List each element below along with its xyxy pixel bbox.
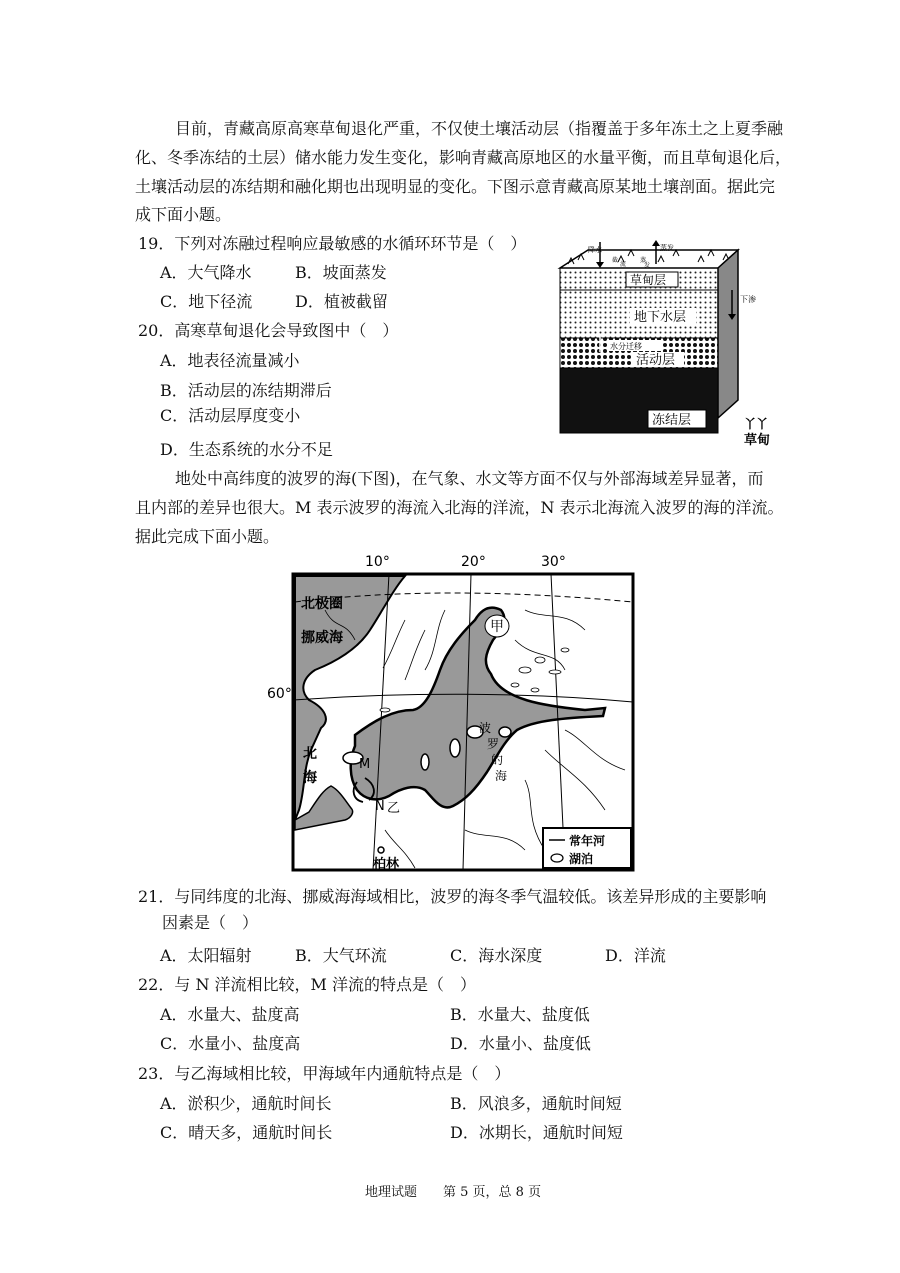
question-23-option-a: A．淤积少，通航时间长	[160, 1094, 332, 1113]
question-21-option-a: A．太阳辐射	[160, 946, 252, 965]
question-19-option-b: B．坡面蒸发	[295, 263, 387, 282]
question-21-stem-1: 21．与同纬度的北海、挪威海海域相比，波罗的海冬季气温较低。该差异形成的主要影响	[138, 887, 767, 906]
question-19-option-d: D．植被截留	[295, 292, 388, 311]
jia-label: 甲	[490, 619, 504, 635]
berlin-marker	[378, 847, 384, 853]
lon-label-20: 20°	[461, 554, 486, 570]
island-3	[450, 739, 460, 757]
question-21-option-d: D．洋流	[605, 946, 666, 965]
yi-label: 乙	[387, 801, 401, 816]
passage1-line-4: 成下面小题。	[135, 205, 232, 224]
lon-label-10: 10°	[365, 554, 390, 570]
north-sea-label-1: 北	[303, 746, 317, 762]
island-4	[421, 754, 429, 770]
grass-layer-label: 草甸层	[630, 273, 667, 287]
north-sea-label-2: 海	[303, 770, 317, 786]
norwegian-sea-label: 挪威海	[301, 630, 343, 646]
grass-legend-symbol: 丫丫	[744, 417, 769, 431]
active-layer-label: 活动层	[636, 353, 676, 368]
legend-river-label: 常年河	[569, 834, 606, 848]
frozen-layer-label: 冻结层	[652, 413, 692, 428]
question-20-option-d: D．生态系统的水分不足	[160, 440, 333, 459]
grass-legend-label: 草甸	[744, 433, 771, 448]
question-20-option-c: C．活动层厚度变小	[160, 406, 301, 425]
top-label-3: 蒸	[640, 257, 647, 264]
soil-side-face	[718, 250, 738, 418]
question-23-stem: 23．与乙海域相比较，甲海域年内通航特点是（ ）	[138, 1064, 511, 1083]
question-19-option-c: C．地下径流	[160, 292, 253, 311]
question-23-option-c: C．晴天多，通航时间长	[160, 1123, 333, 1142]
question-20-option-a: A．地表径流量减小	[160, 351, 300, 370]
top-label-1: 截	[612, 257, 619, 264]
passage1-line-2: 化、冬季冻结的土层）储水能力发生变化，影响青藏高原地区的水量平衡，而且草甸退化后，	[135, 148, 792, 167]
current-n-label: N	[375, 799, 385, 814]
top-label-2: 流	[620, 261, 627, 268]
precipitation-label: 降水	[588, 246, 602, 254]
question-22-option-b: B．水量大、盐度低	[450, 1005, 590, 1024]
question-22-option-a: A．水量大、盐度高	[160, 1005, 300, 1024]
top-label-4: 发	[644, 262, 651, 269]
page-footer: 地理试题 第 5 页，总 8 页	[365, 1185, 542, 1200]
current-m-label: M	[359, 757, 371, 772]
arctic-circle-label: 北极圈	[301, 596, 343, 612]
baltic-sea-map	[265, 550, 645, 875]
question-20-stem: 20．高寒草甸退化会导致图中（ ）	[138, 321, 399, 340]
passage2-line-3: 据此完成下面小题。	[135, 527, 280, 546]
question-19-stem: 19．下列对冻融过程响应最敏感的水循环环节是（ ）	[138, 234, 527, 253]
passage2-line-2: 且内部的差异也很大。M 表示波罗的海流入北海的洋流，N 表示北海流入波罗的海的洋流。	[135, 498, 784, 517]
question-22-stem: 22．与 N 洋流相比较，M 洋流的特点是（ ）	[138, 975, 477, 994]
baltic-label-2: 罗	[487, 737, 500, 751]
infiltration-label: 下渗	[740, 295, 756, 304]
passage1-line-3: 土壤活动层的冻结期和融化期也出现明显的变化。下图示意青藏高原某地土壤剖面。据此完	[135, 177, 776, 196]
evaporation-label: 蒸发	[660, 244, 674, 252]
question-23-option-d: D．冰期长，通航时间短	[450, 1123, 623, 1142]
question-20-option-b: B．活动层的冻结期滞后	[160, 381, 332, 400]
question-21-option-b: B．大气环流	[295, 946, 387, 965]
berlin-label: 柏林	[373, 857, 400, 872]
question-21-option-c: C．海水深度	[450, 946, 543, 965]
baltic-label-3: 的	[491, 753, 504, 767]
question-23-option-b: B．风浪多，通航时间短	[450, 1094, 622, 1113]
groundwater-layer-label: 地下水层	[634, 310, 687, 325]
island-5	[499, 727, 511, 737]
legend-lake-label: 湖泊	[569, 852, 594, 866]
passage2-line-1: 地处中高纬度的波罗的海(下图)，在气象、水文等方面不仅与外部海域差异显著，而	[175, 469, 764, 488]
question-19-option-a: A．大气降水	[160, 263, 252, 282]
soil-profile-figure	[548, 240, 778, 452]
question-22-option-c: C．水量小、盐度高	[160, 1034, 301, 1053]
baltic-label-1: 波	[479, 721, 492, 735]
lon-label-30: 30°	[541, 554, 566, 570]
question-21-stem-2: 因素是（ ）	[162, 913, 259, 932]
baltic-label-4: 海	[495, 769, 508, 783]
moisture-migration-label: 水分迁移	[610, 342, 642, 351]
passage1-line-1: 目前，青藏高原高寒草甸退化严重，不仅使土壤活动层（指覆盖于多年冻土之上夏季融	[175, 119, 784, 138]
lat-label-60: 60°	[267, 686, 292, 702]
question-22-option-d: D．水量小、盐度低	[450, 1034, 591, 1053]
